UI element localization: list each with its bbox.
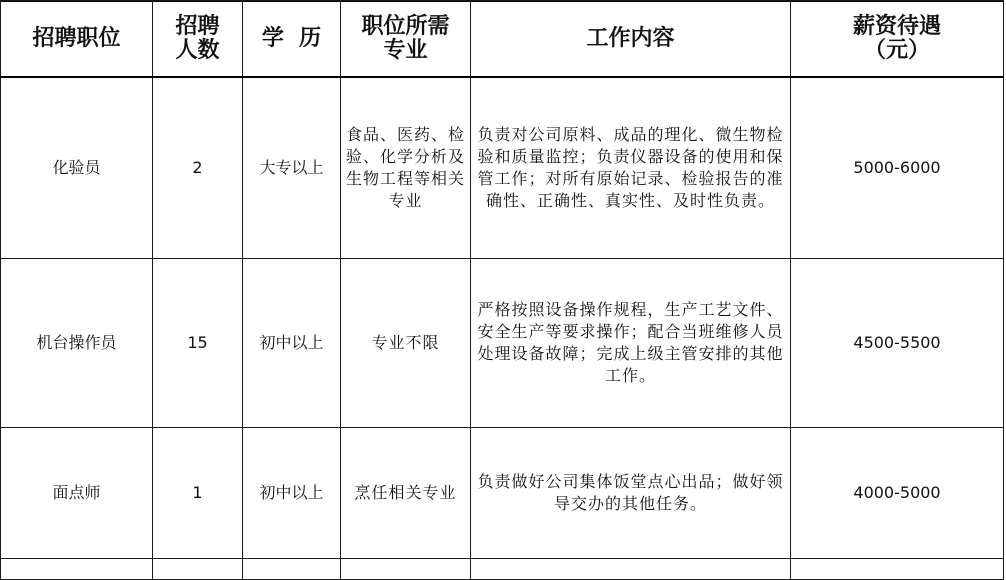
cell-content: 负责对公司原料、成品的理化、微生物检验和质量监控；负责仪器设备的使用和保管工作；对所有原始记录、检验报告的准确性、正确性、真实性、及时性负责。: [471, 77, 791, 259]
header-count-line1: 招聘: [175, 13, 220, 39]
cell-education: 初中以上: [243, 428, 341, 559]
cell-salary: 4000-5000: [791, 428, 1004, 559]
cell-empty: [153, 559, 243, 580]
cell-empty: [471, 559, 791, 580]
cell-empty: [1, 559, 153, 580]
header-salary-line1: 薪资待遇: [852, 13, 941, 39]
header-content: [471, 1, 791, 78]
cell-count: 1: [153, 428, 243, 559]
cell-empty: [243, 559, 341, 580]
cell-major: 烹任相关专业: [341, 428, 471, 559]
header-content-label: 工作内容: [586, 25, 675, 51]
table-row: [1, 259, 1004, 428]
cell-salary: 5000-6000: [791, 77, 1004, 259]
cell-count: 15: [153, 259, 243, 428]
table-header-row: [1, 1, 1004, 78]
cell-position: 机台操作员: [1, 259, 153, 428]
cell-salary: 4500-5500: [791, 259, 1004, 428]
cell-education: 大专以上: [243, 77, 341, 259]
header-education-label: 学 历: [261, 25, 322, 51]
header-major: [341, 1, 471, 78]
table-row: [1, 428, 1004, 559]
header-major-line1: 职位所需: [361, 13, 450, 39]
header-education: [243, 1, 341, 78]
header-position-label: 招聘职位: [32, 25, 121, 51]
header-major-line2: 专业: [383, 37, 428, 63]
header-count-line2: 人数: [175, 37, 220, 63]
cell-content: 严格按照设备操作规程，生产工艺文件、安全生产等要求操作；配合当班维修人员处理设备故障；完成上级主管安排的其他工作。: [471, 259, 791, 428]
cell-major: 食品、医药、检验、化学分析及生物工程等相关专业: [341, 77, 471, 259]
table-row: [1, 77, 1004, 259]
cell-education: 初中以上: [243, 259, 341, 428]
cell-count: 2: [153, 77, 243, 259]
cell-content: 负责做好公司集体饭堂点心出品；做好领导交办的其他任务。: [471, 428, 791, 559]
header-count: [153, 1, 243, 78]
cell-position: 面点师: [1, 428, 153, 559]
cell-position: 化验员: [1, 77, 153, 259]
cell-empty: [341, 559, 471, 580]
header-salary-line2: （元）: [863, 37, 930, 63]
table-row-empty: [1, 559, 1004, 580]
cell-major: 专业不限: [341, 259, 471, 428]
cell-empty: [791, 559, 1004, 580]
header-position: [1, 1, 153, 78]
header-salary: [791, 1, 1004, 78]
